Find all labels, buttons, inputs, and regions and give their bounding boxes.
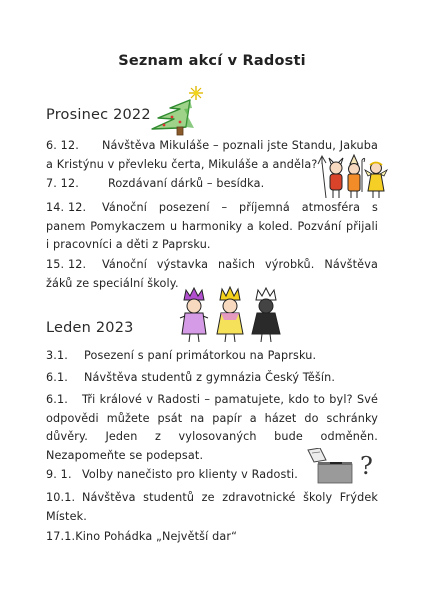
entry-text: Tři králové v Radosti – pamatujete, kdo to byl? Své odpovědi můžete psát na papír a házet do schránky důvěry. Jeden z vylosovaných bude odměněn. Nezapomeňte se podepsat. (46, 393, 378, 462)
entry-text: Vánoční posezení – příjemná atmosféra s panem Pomykaczem u harmoniky a koled. Pozvání přijali i pracovníci a děti z Paprsku. (46, 201, 378, 251)
document-title: Seznam akcí v Radosti (118, 53, 306, 69)
king-yellow-figure (217, 287, 243, 342)
entry-text: Volby nanečisto pro klienty v Radosti. (82, 468, 298, 481)
angel-figure (365, 163, 387, 199)
entry-date: 9. 1. (46, 468, 72, 481)
entry-text: Posezení s paní primátorkou na Paprsku. (84, 349, 317, 362)
saint-nicholas-figure (348, 155, 365, 198)
king-black-figure (252, 288, 280, 342)
entry-date: 6.1. (46, 371, 68, 384)
entry-text: Návštěva studentů ze zdravotnické školy Frýdek Místek. (46, 491, 378, 523)
entry-text: Návštěva studentů z gymnázia Český Těšín. (84, 371, 336, 384)
entry-text: Vánoční výstavka našich výrobků. Návštěva žáků ze speciální školy. (46, 258, 378, 290)
devil-saint-nicholas-angel-drawing (316, 154, 390, 200)
entry-date: 10.1. (46, 491, 76, 504)
entry-date: 15. 12. (46, 258, 87, 271)
entry-jan-4 (46, 466, 298, 485)
entry-date: 6. 12. (46, 139, 79, 152)
entry-text: Kino Pohádka „Největší dar“ (75, 530, 238, 543)
entry-jan-1 (46, 347, 378, 366)
star-icon (189, 86, 203, 100)
entry-jan-6 (46, 528, 378, 547)
question-mark-icon: ? (360, 452, 373, 480)
entry-jan-2 (46, 369, 378, 388)
ballot-box-drawing (304, 448, 354, 484)
entry-date: 14. 12. (46, 201, 87, 214)
entry-date: 6.1. (46, 393, 68, 406)
ballot-paper-icon (308, 448, 326, 462)
section-heading-december: Prosinec 2022 (46, 107, 151, 123)
entry-date: 3.1. (46, 349, 68, 362)
entry-dec-3 (46, 199, 378, 255)
entry-date: 7. 12. (46, 177, 79, 190)
entry-text: Návštěva Mikuláše – poznali jste Standu, Jakuba a Kristýnu v převleku čerta, Mikuláše a anděla? (46, 139, 378, 171)
christmas-tree-drawing (150, 84, 214, 138)
section-heading-january: Leden 2023 (46, 320, 134, 336)
entry-jan-5 (46, 489, 378, 526)
king-purple-figure (180, 288, 208, 342)
three-kings-drawing (176, 286, 288, 344)
entry-text: Rozdávaní dárků – besídka. (108, 177, 265, 190)
entry-date: 17.1. (46, 530, 76, 543)
devil-figure (329, 158, 343, 198)
